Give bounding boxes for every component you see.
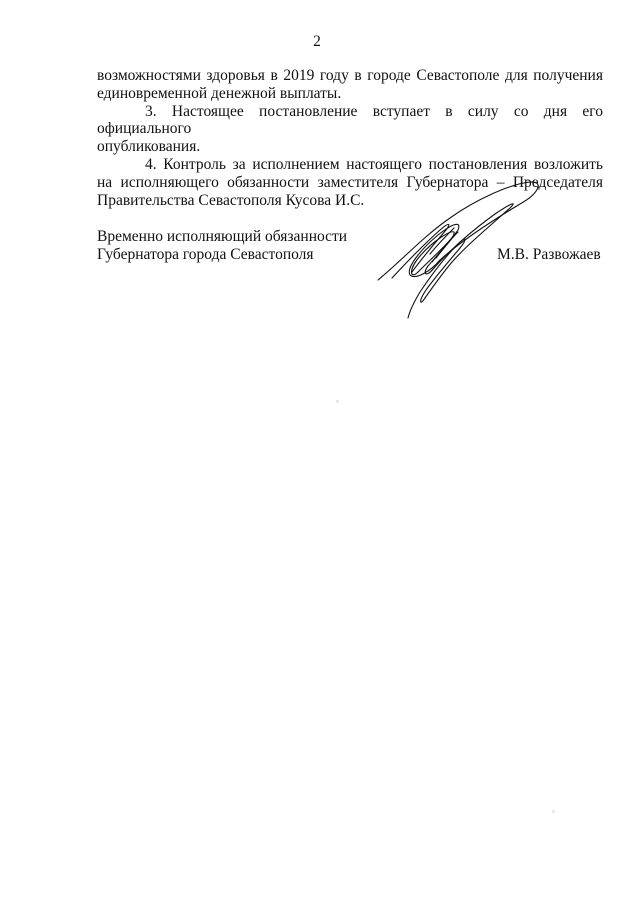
signatory-title bbox=[97, 228, 347, 264]
scan-speck bbox=[552, 810, 555, 813]
scan-speck bbox=[336, 400, 339, 403]
item-3-line-2: опубликования. bbox=[97, 138, 201, 156]
page-number: 2 bbox=[313, 33, 321, 50]
signatory-title-line-1: Временно исполняющий обязанности bbox=[97, 228, 348, 245]
signatory-title-line-2: Губернатора города Севастополя bbox=[97, 246, 314, 263]
item-4-line-2: на исполняющего обязанности заместителя Губернатора – Председателя bbox=[97, 173, 603, 191]
paragraph-continuation-line-2: единовременной денежной выплаты. bbox=[97, 84, 342, 102]
signatory-name: М.В. Развожаев bbox=[497, 246, 601, 263]
paragraph-continuation-line-1: возможностями здоровья в 2019 году в городе Севастополе для получения bbox=[97, 67, 603, 84]
item-4-line-3: Правительства Севастополя Кусова И.С. bbox=[97, 191, 365, 209]
item-4-line-1: 4. Контроль за исполнением настоящего постановления возложить bbox=[145, 155, 603, 173]
item-3-line-1: 3. Настоящее постановление вступает в силу со дня его официального bbox=[97, 102, 603, 138]
